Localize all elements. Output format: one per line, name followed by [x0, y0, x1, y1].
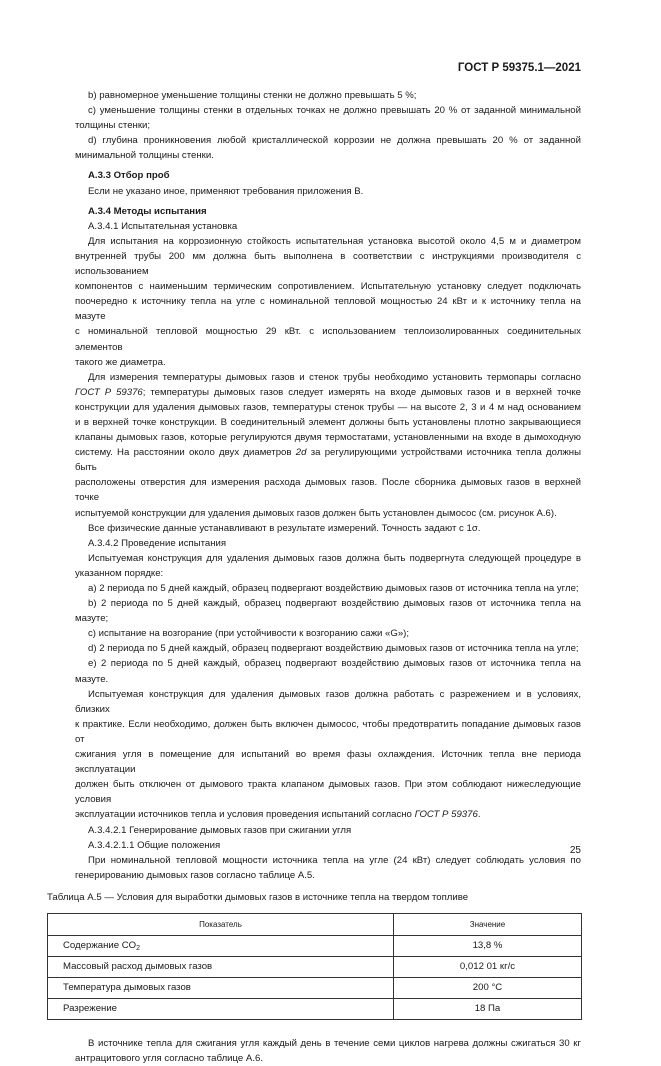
- list-item-e-line2: мазуте.: [75, 673, 109, 685]
- table-cell-name: Массовый расход дымовых газов: [48, 956, 394, 977]
- paragraph-5-line: к практике. Если необходимо, должен быть включен дымосос, чтобы предотвратить попадание дымовых газов от: [75, 718, 581, 745]
- list-item-c-line2: толщины стенки;: [75, 120, 151, 132]
- table-header-cell: Показатель: [48, 913, 394, 935]
- table-cell-name: Разрежение: [48, 998, 394, 1019]
- list-item-a: а) 2 периода по 5 дней каждый, образец подвергают воздействию дымовых газов от источника тепла на угле;: [88, 583, 579, 594]
- list-item-b: b) равномерное уменьшение толщины стенки не должно превышать 5 %;: [88, 90, 417, 101]
- paragraph-5-line: должен быть отключен от дымового тракта клапаном дымовых газов. При этом соблюдают нижеследующие условия: [75, 779, 581, 806]
- paragraph-2-line: испытуемой конструкции для удаления дымовых газов должен быть установлен дымосос (см. рисунок А.6).: [75, 507, 557, 519]
- list-item-e-line1: е) 2 периода по 5 дней каждый, образец подвергают воздействию дымовых газов от источника тепла на: [88, 658, 581, 670]
- paragraph-1-line: компонентов с наименьшим термическим сопротивлением. Испытательную установку следует подключать: [75, 281, 581, 293]
- paragraph-2-line: Для измерения температуры дымовых газов и стенок трубы необходимо установить термопары согласно: [88, 371, 581, 383]
- paragraph-7-line: В источнике тепла для сжигания угля каждый день в течение семи циклов нагрева должны сжигаться 30 кг: [88, 1037, 581, 1049]
- paragraph-1-line: с номинальной тепловой мощностью 29 кВт. с использованием теплоизолированных соединительных элементов: [75, 326, 581, 353]
- paragraph-2-line: ГОСТ Р 59376; температуры дымовых газов следует измерять на входе дымовых газов и в верхней точке: [75, 386, 581, 398]
- paragraph-2-line: клапаны дымовых газов, которые регулируются двумя термостатами, установленными на входе в дымоходную: [75, 432, 581, 444]
- list-item-c-line1: c) уменьшение толщины стенки в отдельных точках не должно превышать 20 % от заданной минимальной: [88, 105, 581, 117]
- gost-reference: ГОСТ Р 59376: [75, 386, 143, 398]
- paragraph-7-line: антрацитового угля согласно таблице А.6.: [75, 1053, 263, 1065]
- paragraph-6-line: При номинальной тепловой мощности источника тепла на угле (24 кВт) следует соблюдать условия по: [88, 854, 581, 866]
- document-header: ГОСТ Р 59375.1—2021: [457, 62, 581, 74]
- paragraph-1-line: внутренней трубы 200 мм должна быть выполнена в соответствии с инструкциями производителя с использованием: [75, 250, 581, 278]
- section-heading-a342: А.3.4.2 Проведение испытания: [88, 537, 227, 549]
- paragraph-1-line: поочередно к источнику тепла на угле с номинальной тепловой мощностью 24 кВт и к источнику тепла на мазуте: [75, 296, 581, 323]
- paragraph-2-line: конструкции для удаления дымовых газов, температуры стенок трубы — на высоте 2, 3 и 4 м над основанием: [75, 401, 581, 413]
- table-cell-name: Содержание $CO_2$: [48, 935, 394, 956]
- table-caption: Таблица А.5 — Условия для выработки дымовых газов в источнике тепла на твердом топливе: [47, 891, 469, 903]
- list-item-d-line2: минимальной толщины стенки.: [75, 150, 214, 162]
- table-cell-value: 13,8 %: [394, 935, 582, 956]
- list-item-c: c) испытание на возгорание (при устойчивости к возгоранию сажи «G»);: [88, 628, 410, 640]
- section-heading-a341: А.3.4.1 Испытательная установка: [88, 220, 238, 232]
- section-heading-a34: А.3.4 Методы испытания: [88, 205, 207, 217]
- section-heading-a34211: А.3.4.2.1.1 Общие положения: [88, 839, 221, 851]
- list-item-b-line1: b) 2 периода по 5 дней каждый, образец подвергают воздействию дымовых газов от источника тепла на: [88, 598, 581, 610]
- list-item-d: d) 2 периода по 5 дней каждый, образец подвергают воздействию дымовых газов от источника тепла на угле;: [88, 643, 579, 655]
- table-cell-value: 18 Па: [394, 998, 582, 1019]
- table-cell-value: 200 °С: [394, 977, 582, 998]
- section-heading-a33: А.3.3 Отбор проб: [88, 170, 170, 182]
- paragraph-6-line: генерированию дымовых газов согласно таблице А.5.: [75, 869, 315, 881]
- paragraph-3: Все физические данные устанавливают в результате измерений. Точность задают с 1σ.: [88, 522, 481, 534]
- table-cell-value: 0,012 01 кг/с: [394, 956, 582, 977]
- paragraph-4-line: Испытуемая конструкция для удаления дымовых газов должна быть подвергнута следующей процедуре в: [88, 552, 581, 564]
- document-body: [47, 88, 581, 1066]
- table-row: [48, 998, 582, 1019]
- section-heading-a3421: А.3.4.2.1 Генерирование дымовых газов при сжигании угля: [88, 824, 352, 836]
- paragraph-2-line: систему. На расстоянии около двух диаметров 2d за регулирующими устройствами источника тепла должны быть: [75, 447, 581, 474]
- paragraph-5-line: сжигания угля в помещение для испытаний во время фазы охлаждения. Источник тепла вне периода эксплуатации: [75, 749, 581, 776]
- page-number: 25: [569, 845, 581, 856]
- section-a33-text: Если не указано иное, применяют требования приложения В.: [88, 185, 364, 197]
- paragraph-2-line: расположены отверстия для измерения расхода дымовых газов. После сборника дымовых газов в верхней точке: [75, 477, 581, 504]
- paragraph-5-line: Испытуемая конструкция для удаления дымовых газов должна работать с разрежением и в условиях, близких: [75, 688, 581, 715]
- paragraph-1-line: Для испытания на коррозионную стойкость испытательная установка высотой около 4,5 м и диаметром: [88, 235, 581, 247]
- diameter-symbol: 2d: [295, 447, 307, 459]
- paragraph-1-line: такого же диаметра.: [75, 356, 166, 368]
- table-header-row: [48, 913, 582, 935]
- list-item-d-line1: d) глубина проникновения любой кристаллической коррозии не должна превышать 20 % от заданной: [88, 135, 581, 147]
- table-row: [48, 956, 582, 977]
- paragraph-4-line: указанном порядке:: [75, 567, 164, 579]
- table-header-cell: Значение: [394, 913, 582, 935]
- conditions-table: [47, 913, 582, 1020]
- table-row: [48, 935, 582, 956]
- table-cell-name: Температура дымовых газов: [48, 977, 394, 998]
- list-item-b-line2: мазуте;: [75, 613, 109, 625]
- table-row: [48, 977, 582, 998]
- paragraph-2-line: и в верхней точке конструкции. В соединительный элемент должны быть установлены плотно закрывающиеся: [75, 416, 581, 428]
- paragraph-5-line: эксплуатации источников тепла и условия проведения испытаний согласно ГОСТ Р 59376.: [75, 809, 481, 821]
- gost-reference: ГОСТ Р 59376: [414, 809, 478, 821]
